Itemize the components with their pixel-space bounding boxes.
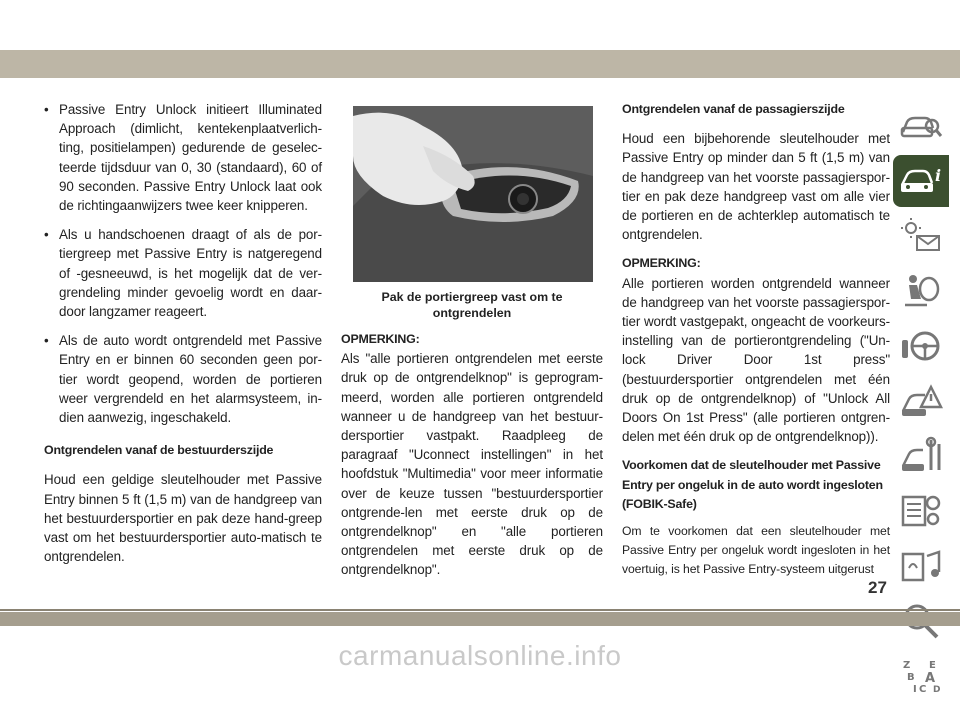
bullet-item: • Als de auto wordt ontgrendeld met Passive Entry en er binnen 60 seconden geen por-tier wordt geopend, worden de portieren weer vergrendeld en het alarmsysteem, in-dien aanwezig, ingeschakeld. bbox=[44, 331, 322, 427]
tab-hazard[interactable] bbox=[893, 375, 949, 427]
svg-text:A: A bbox=[925, 671, 936, 686]
note-text: Als "alle portieren ontgrendelen met eerste druk op de ontgrendelknop" is geprogram-meerd, worden alle portieren ontgrendeld wanneer u de handgreep van het bestuur-dersportier vastpakt. Raadpleeg de paragraaf "Uconnect instellingen" in het hoofdstuk "Multimedia" voor meer informatie over de keuze tussen "bestuurdersportier ontgrende-len met eerste druk op de ontgrendelknop" en "alle portieren ontgrendelen met eerste druk op de ontgrendelknop". bbox=[341, 351, 603, 578]
column-middle bbox=[341, 100, 603, 588]
warning-lights-icon bbox=[899, 216, 943, 256]
note-text: Alle portieren worden ontgrendeld wanneer de handgreep van het voorste passagierspor-tier wordt vastgepakt, ongeacht de voorkeurs-instelling van de portierontgrendeling ("Un-lock Driver Door 1st press" (bestuurdersportier ontgrendelen met één druk op de ontgrendelknop) of "Unlock All Doors On 1st Press" (alle portieren ontgren-delen met één druk op de ontgrendelknop)). bbox=[622, 275, 890, 445]
paragraph: Houd een geldige sleutelhouder met Passive Entry binnen 5 ft (1,5 m) van de handgreep van het bestuurdersportier en pak deze hand-greep vast om het bestuurdersportier auto-matisch te ontgrendelen. bbox=[44, 472, 322, 565]
tab-steering-wheel[interactable] bbox=[893, 320, 949, 372]
column-left bbox=[44, 100, 322, 574]
svg-text:Z: Z bbox=[903, 660, 911, 671]
car-info-icon bbox=[899, 161, 943, 201]
tab-warning-lights[interactable] bbox=[893, 210, 949, 262]
service-tools-icon bbox=[899, 436, 943, 476]
svg-text:i: i bbox=[935, 166, 942, 185]
note-label: OPMERKING: bbox=[622, 256, 701, 271]
tab-multimedia[interactable] bbox=[893, 540, 949, 592]
paragraph: Om te voorkomen dat een sleutelhouder met Passive Entry per ongeluk wordt ingesloten in het voertuig, is het Passive Entry-systeem uitgerust bbox=[622, 524, 890, 576]
footer-band bbox=[0, 612, 960, 626]
bullet-item: • Passive Entry Unlock initieert Illuminated Approach (dimlicht, kentekenplaatverlich-ting, positielampen) gedurende de geselec-teerde tijdsduur van 0, 30 (standaard), 60 of 90 seconden. Passive Entry Unlock laat ook de richtingaanwijzers twee keer knipperen. bbox=[44, 100, 322, 215]
airbag-icon bbox=[899, 271, 943, 311]
car-search-icon bbox=[899, 106, 943, 146]
tab-airbag[interactable] bbox=[893, 265, 949, 317]
footer-line bbox=[0, 609, 960, 611]
bullet-item: • Als u handschoenen draagt of als de por-tiergreep met Passive Entry is natgeregend of -gesneeuwd, is het mogelijk dat de ver-grendeling minder gevoelig wordt en daar-door langzamer reageert. bbox=[44, 225, 322, 321]
paragraph: Houd een bijbehorende sleutelhouder met Passive Entry op minder dan 5 ft (1,5 m) van de handgreep van het voorste passagierspor-tier en pak deze handgreep vast om alle vier de portieren en de achterklep automatisch te ontgrendelen. bbox=[622, 131, 890, 243]
watermark: carmanualsonline.info bbox=[338, 640, 622, 671]
section-heading: Ontgrendelen vanaf de bestuurderszijde bbox=[44, 443, 274, 458]
hazard-icon bbox=[899, 381, 943, 421]
tab-service-tools[interactable] bbox=[893, 430, 949, 482]
svg-text:D: D bbox=[933, 685, 941, 695]
note-label: OPMERKING: bbox=[341, 332, 420, 346]
tab-car-search[interactable] bbox=[893, 100, 949, 152]
svg-text:I: I bbox=[913, 684, 917, 695]
tab-car-info[interactable] bbox=[893, 155, 949, 207]
svg-text:E: E bbox=[929, 660, 936, 671]
section-heading: Voorkomen dat de sleutelhouder met Passive Entry per ongeluk in de auto wordt ingesloten (FOBIK-Safe) bbox=[622, 458, 883, 511]
steering-wheel-icon bbox=[899, 326, 943, 366]
svg-text:B: B bbox=[907, 672, 915, 683]
header-band bbox=[0, 50, 960, 78]
column-right bbox=[622, 100, 890, 586]
page-number: 27 bbox=[868, 578, 887, 597]
multimedia-icon bbox=[899, 546, 943, 586]
svg-text:C: C bbox=[919, 684, 927, 695]
specifications-icon bbox=[899, 491, 943, 531]
section-heading: Ontgrendelen vanaf de passagierszijde bbox=[622, 102, 845, 116]
tab-specifications[interactable] bbox=[893, 485, 949, 537]
photo-caption: Pak de portiergreep vast om te ontgrendelen bbox=[381, 290, 563, 320]
